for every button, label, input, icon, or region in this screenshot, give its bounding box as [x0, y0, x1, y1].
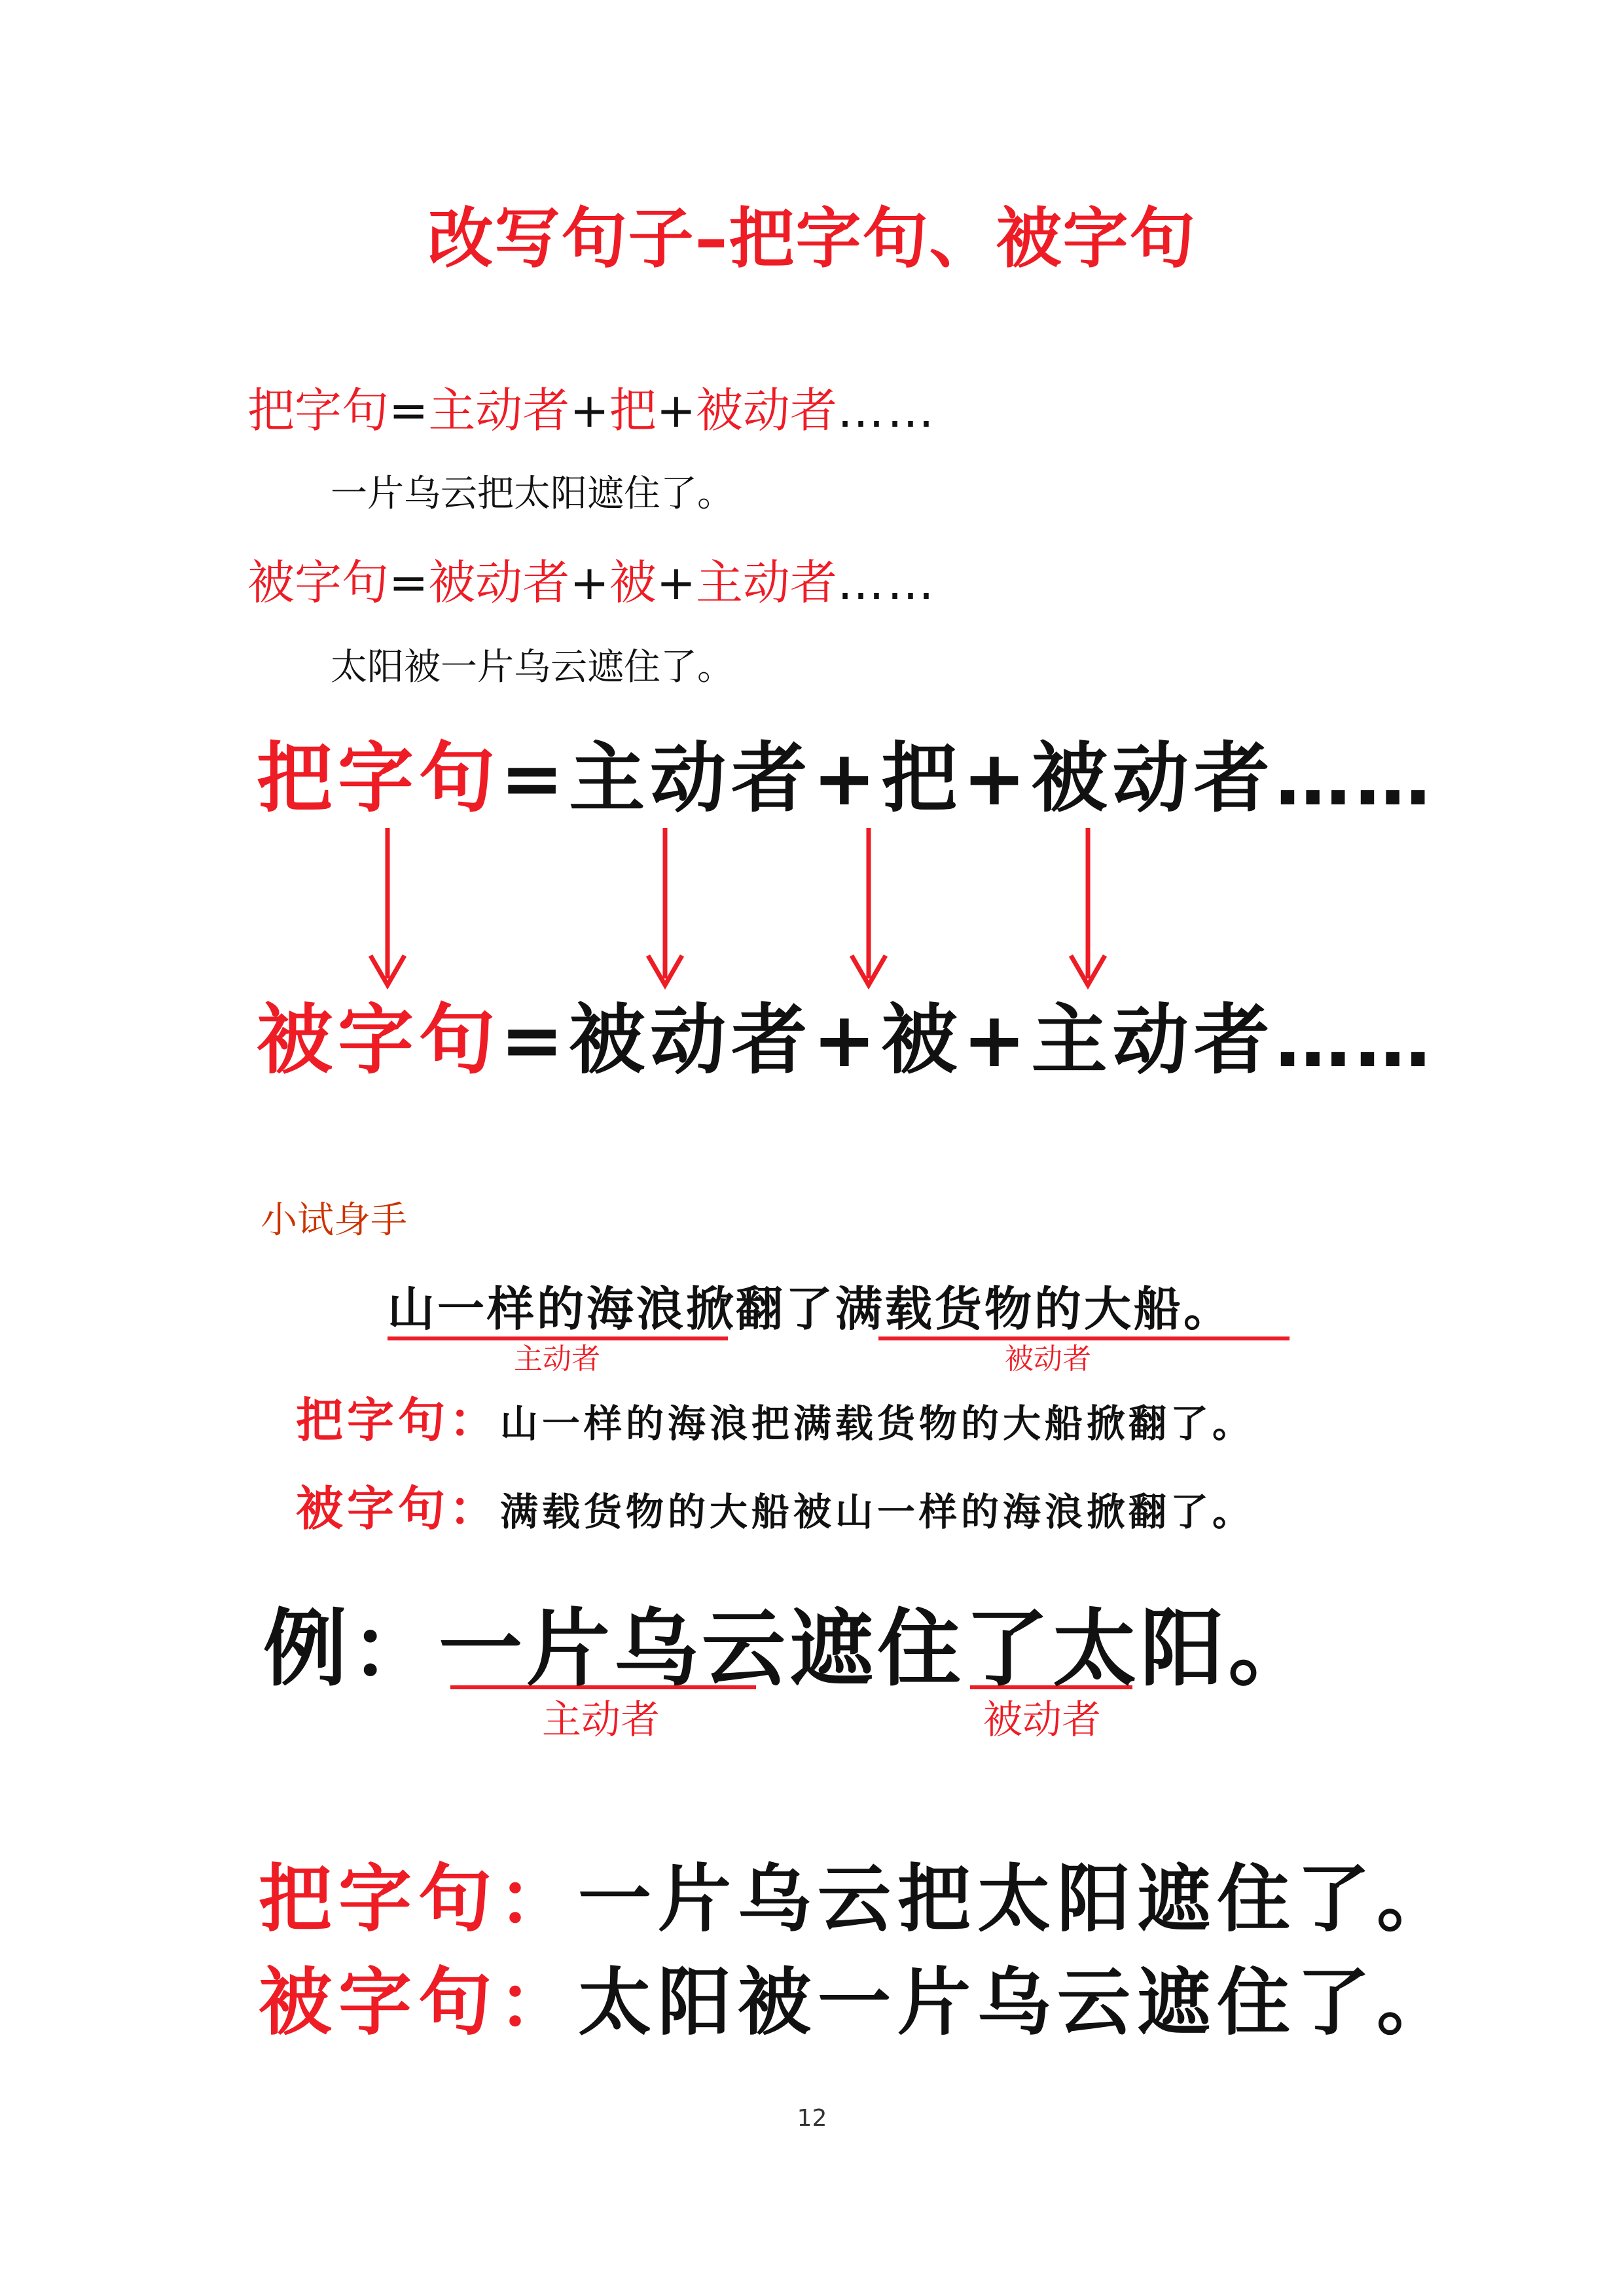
- bei-formula-name: 被字句: [247, 555, 389, 610]
- ba-formula-p1: 主动者: [428, 383, 570, 438]
- bei-big-plus2: +: [962, 996, 1032, 1085]
- example-verb: 遮住了: [789, 1600, 1053, 1698]
- ba-formula-dots: ……: [837, 383, 937, 438]
- ba-big-plus1: +: [812, 734, 882, 823]
- example-object: 太阳: [1053, 1600, 1229, 1698]
- ba-formula-eq: =: [389, 383, 429, 438]
- bei-formula-plus1: +: [569, 555, 609, 610]
- practice-sentence: [388, 1280, 1233, 1338]
- ba-big-p3: 被动者: [1031, 734, 1275, 823]
- practice-bei-text: 满载货物的大船被山一样的海浪掀翻了。: [500, 1490, 1255, 1534]
- example-bei-answer: [259, 1957, 1456, 2049]
- ba-big-eq: =: [500, 734, 569, 823]
- bei-big-p3: 主动者: [1031, 996, 1275, 1085]
- ba-formula-name: 把字句: [247, 383, 389, 438]
- bei-formula-plus2: +: [656, 555, 696, 610]
- example-subject-label: 主动者: [542, 1697, 660, 1743]
- bei-big-p1: 被动者: [569, 996, 813, 1085]
- ba-big-p2: 把: [881, 734, 963, 823]
- bei-formula-p3: 主动者: [696, 555, 838, 610]
- bei-big-plus1: +: [812, 996, 882, 1085]
- bei-formula-p1: 被动者: [428, 555, 570, 610]
- example-end: 。: [1228, 1600, 1316, 1698]
- example-bei-text: 太阳被一片乌云遮住了。: [578, 1960, 1456, 2045]
- practice-bei-answer: [296, 1479, 1254, 1541]
- ba-formula-plus2: +: [656, 383, 696, 438]
- practice-bei-label: 被字句：: [296, 1481, 501, 1536]
- ba-big-name: 把字句: [257, 734, 500, 823]
- bei-big-p2: 被: [881, 996, 963, 1085]
- example-ba-label: 把字句：: [259, 1857, 578, 1942]
- ba-example-small: 一片乌云把太阳遮住了。: [331, 473, 734, 515]
- ba-formula-p2: 把: [609, 383, 657, 438]
- example-prefix: 例：: [263, 1600, 439, 1698]
- bei-formula-eq: =: [389, 555, 429, 610]
- practice-end: 。: [1183, 1282, 1234, 1336]
- practice-verb: 掀翻了: [686, 1282, 836, 1336]
- ba-formula-p3: 被动者: [696, 383, 838, 438]
- bei-formula-p2: 被: [609, 555, 657, 610]
- example-bei-label: 被字句：: [259, 1960, 578, 2045]
- practice-ba-answer: [296, 1391, 1254, 1453]
- practice-object-label: 被动者: [1005, 1342, 1091, 1376]
- ba-big-plus2: +: [962, 734, 1032, 823]
- bei-example-small: 太阳被一片乌云遮住了。: [331, 646, 734, 689]
- practice-subject-label: 主动者: [514, 1342, 600, 1376]
- bei-big-name: 被字句: [257, 996, 500, 1085]
- ba-big-dots: ……: [1274, 734, 1435, 823]
- example-ba-text: 一片乌云把太阳遮住了。: [578, 1857, 1456, 1942]
- example-sentence: [263, 1600, 1316, 1698]
- ba-big-p1: 主动者: [569, 734, 813, 823]
- bei-formula-dots: ……: [837, 555, 937, 610]
- example-ba-answer: [259, 1854, 1456, 1945]
- practice-subject: 山一样的海浪: [388, 1282, 687, 1336]
- practice-object: 满载货物的大船: [835, 1282, 1184, 1336]
- bei-big-dots: ……: [1274, 996, 1435, 1085]
- bei-big-eq: =: [500, 996, 569, 1085]
- page-title: 改写句子–把字句、被字句: [427, 200, 1197, 277]
- bei-formula-big: [257, 995, 1435, 1086]
- practice-ba-text: 山一样的海浪把满载货物的大船掀翻了。: [500, 1401, 1255, 1446]
- page-number: 12: [797, 2105, 827, 2132]
- example-subject: 一片乌云: [439, 1600, 790, 1698]
- practice-ba-label: 把字句：: [296, 1393, 501, 1448]
- practice-heading: 小试身手: [261, 1199, 407, 1242]
- ba-formula-plus1: +: [569, 383, 609, 438]
- example-object-label: 被动者: [983, 1697, 1101, 1743]
